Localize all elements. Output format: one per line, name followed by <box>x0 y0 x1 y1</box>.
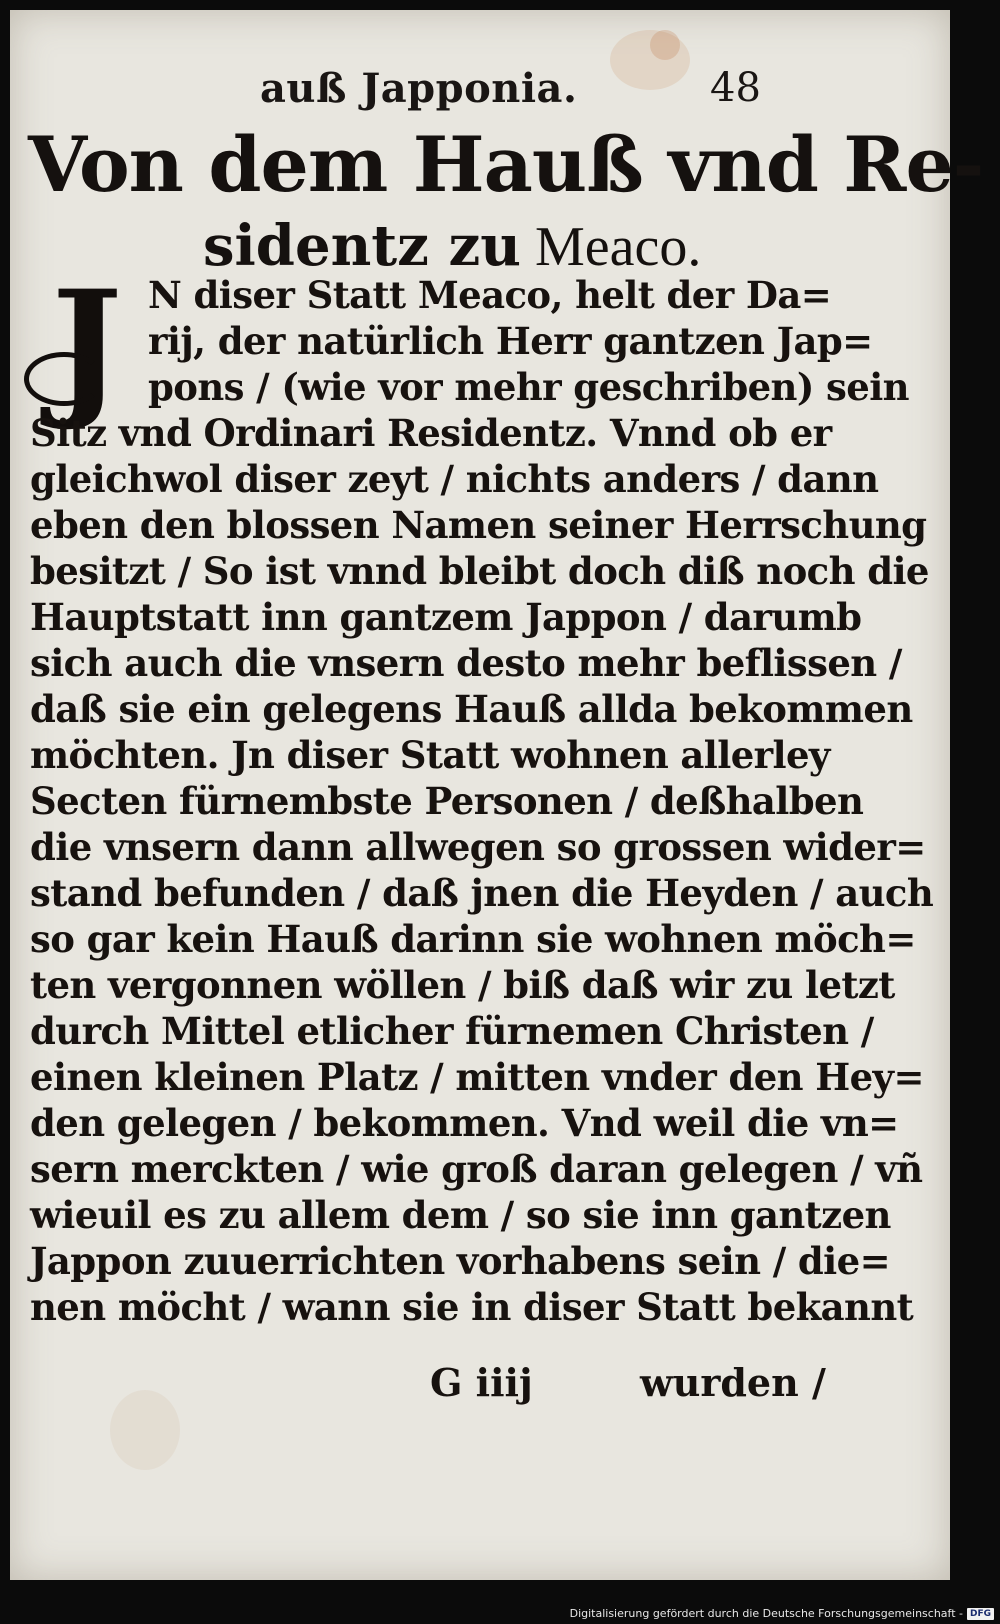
text-line: N diser Statt Meaco, helt der Da= <box>148 273 832 317</box>
heading-line-2-fraktur: sidentz zu <box>203 213 521 279</box>
text-line: sich auch die vnsern desto mehr beflissen / <box>30 641 902 685</box>
text-line: besitzt / So ist vnnd bleibt doch diß noch die <box>30 549 929 593</box>
book-page <box>10 10 984 1580</box>
body-text <box>30 272 934 1330</box>
text-line: Sitz vnd Ordinari Residentz. Vnnd ob er <box>30 411 832 455</box>
text-line: gleichwol diser zeyt / nichts anders / dann <box>30 457 879 501</box>
drop-cap-letter: J <box>51 258 123 434</box>
dfg-logo: DFG <box>967 1608 994 1620</box>
text-line: einen kleinen Platz / mitten vnder den Hey= <box>30 1055 924 1099</box>
heading-line-2-roman: Meaco. <box>520 216 702 278</box>
text-line: nen möcht / wann sie in diser Statt bekannt <box>30 1285 914 1329</box>
text-line: den gelegen / bekommen. Vnd weil die vn= <box>30 1101 899 1145</box>
page-number: 48 <box>710 65 761 111</box>
text-line: ten vergonnen wöllen / biß daß wir zu letzt <box>30 963 895 1007</box>
text-line: so gar kein Hauß darinn sie wohnen möch= <box>30 917 916 961</box>
dfg-credit-text: Digitalisierung gefördert durch die Deutsche Forschungsgemeinschaft - <box>569 1607 963 1620</box>
text-line: eben den blossen Namen seiner Herrschung <box>30 503 927 547</box>
text-line: rij, der natürlich Herr gantzen Jap= <box>148 319 873 363</box>
text-line: Hauptstatt inn gantzem Jappon / darumb <box>30 595 862 639</box>
text-line: pons / (wie vor mehr geschriben) sein <box>148 365 909 409</box>
heading-line-1: Von dem Hauß vnd Re- <box>28 120 984 209</box>
page-footer <box>10 1360 950 1410</box>
text-line: wieuil es zu allem dem / so sie inn gantzen <box>30 1193 891 1237</box>
chapter-heading <box>28 120 984 283</box>
text-line: stand befunden / daß jnen die Heyden / auch <box>30 871 934 915</box>
text-line: Jappon zuuerrichten vorhabens sein / die= <box>30 1239 890 1283</box>
page-header <box>10 65 950 125</box>
catchword: wurden / <box>640 1360 826 1405</box>
text-line: möchten. Jn diser Statt wohnen allerley <box>30 733 830 777</box>
dfg-credit <box>570 1607 994 1620</box>
text-line: daß sie ein gelegens Hauß allda bekommen <box>30 687 913 731</box>
page-stain <box>650 30 680 60</box>
running-head: auß Japponia. <box>260 65 578 112</box>
text-line: sern merckten / wie groß daran gelegen / vñ <box>30 1147 923 1191</box>
signature-mark: G iiij <box>430 1360 533 1405</box>
text-line: die vnsern dann allwegen so grossen wider= <box>30 825 926 869</box>
text-line: Secten fürnembste Personen / deßhalben <box>30 779 864 823</box>
text-line: durch Mittel etlicher fürnemen Christen / <box>30 1009 874 1053</box>
